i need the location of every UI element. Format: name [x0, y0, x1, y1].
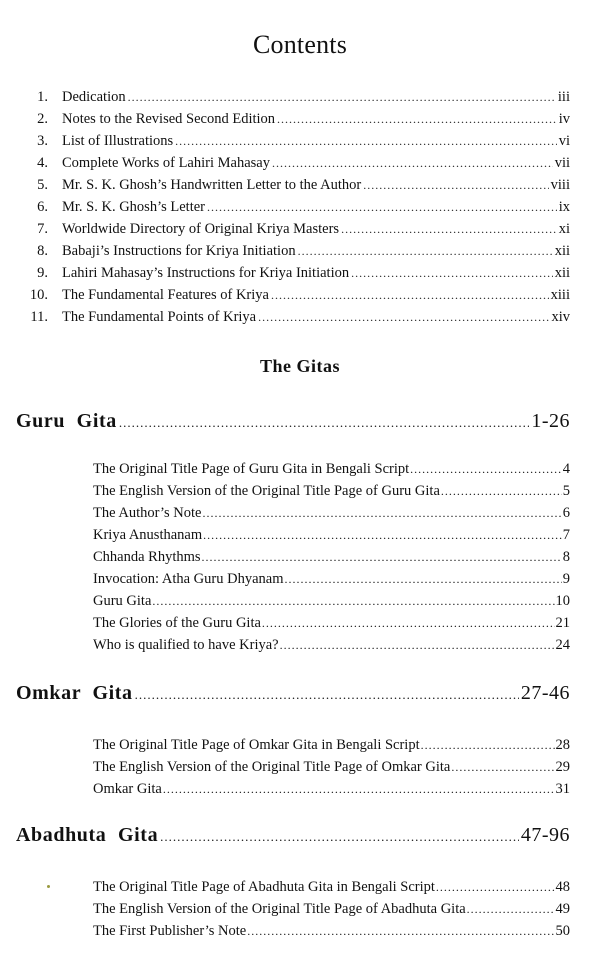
entry-page: 28 [555, 737, 570, 753]
entry-page: 10 [555, 593, 570, 609]
toc-subentry[interactable] [93, 458, 570, 480]
dot-leader [277, 108, 557, 130]
entry-page: 50 [555, 923, 570, 939]
part-page-range: 27-46 [520, 682, 570, 704]
part-heading-omkar-gita[interactable] [16, 682, 570, 705]
dot-leader [247, 920, 554, 942]
dot-leader [207, 196, 557, 218]
page-title: Contents [252, 30, 348, 59]
section-heading: The Gitas [259, 356, 340, 376]
entry-title: Invocation: Atha Guru Dhyanam [93, 571, 284, 587]
toc-row[interactable] [0, 130, 600, 152]
dot-leader [363, 174, 548, 196]
entry-number: 2. [37, 111, 48, 127]
entry-title: Complete Works of Lahiri Mahasay [62, 155, 270, 171]
toc-row[interactable] [0, 284, 600, 306]
toc-row[interactable] [0, 108, 600, 130]
dot-leader [341, 218, 557, 240]
entry-title: Who is qualified to have Kriya? [93, 637, 279, 653]
entry-page: 6 [562, 505, 570, 521]
entry-page: 9 [562, 571, 570, 587]
entry-title: Lahiri Mahasay’s Instructions for Kriya Initiation [62, 265, 350, 281]
entry-title: Chhanda Rhythms [93, 549, 201, 565]
toc-subentry[interactable] [93, 502, 570, 524]
part-page-range: 1-26 [531, 410, 570, 432]
dot-leader [351, 262, 553, 284]
entry-number: 3. [37, 133, 48, 149]
part-page-range: 47-96 [520, 824, 570, 846]
dot-leader [202, 546, 562, 568]
entry-number: 11. [30, 309, 48, 325]
toc-subentry[interactable] [93, 778, 570, 800]
entry-page: vi [558, 133, 570, 149]
print-speck [47, 885, 50, 888]
dot-leader [467, 898, 555, 920]
part-title: Abadhuta Gita [16, 824, 159, 846]
entry-page: iv [558, 111, 570, 127]
toc-row[interactable] [0, 218, 600, 240]
entry-title: List of Illustrations [62, 133, 174, 149]
front-matter-list [0, 86, 600, 328]
entry-number: 9. [37, 265, 48, 281]
toc-subentry[interactable] [93, 480, 570, 502]
omkar-gita-entries [93, 734, 570, 800]
toc-row[interactable] [0, 152, 600, 174]
entry-title: The Fundamental Points of Kriya [62, 309, 257, 325]
dot-leader [271, 284, 549, 306]
dot-leader [441, 480, 562, 502]
guru-gita-entries [93, 458, 570, 656]
dot-leader [421, 734, 555, 756]
dot-leader [436, 876, 555, 898]
dot-leader [152, 590, 554, 612]
entry-page: viii [550, 177, 570, 193]
dot-leader [135, 687, 519, 703]
part-title: Omkar Gita [16, 682, 133, 704]
entry-title: Worldwide Directory of Original Kriya Masters [62, 221, 340, 237]
entry-number: 5. [37, 177, 48, 193]
dot-leader [262, 612, 555, 634]
toc-subentry[interactable] [93, 876, 570, 898]
entry-number: 8. [37, 243, 48, 259]
entry-page: 5 [562, 483, 570, 499]
dot-leader [202, 502, 561, 524]
entry-title: The First Publisher’s Note [93, 923, 247, 939]
entry-page: 24 [555, 637, 570, 653]
entry-title: The English Version of the Original Title Page of Abadhuta Gita [93, 901, 466, 917]
toc-subentry[interactable] [93, 590, 570, 612]
toc-row[interactable] [0, 86, 600, 108]
entry-title: Guru Gita [93, 593, 152, 609]
toc-row[interactable] [0, 196, 600, 218]
entry-title: Mr. S. K. Ghosh’s Letter [62, 199, 205, 215]
entry-page: 7 [562, 527, 570, 543]
dot-leader [258, 306, 549, 328]
entry-number: 10. [29, 287, 48, 303]
entry-page: 21 [555, 615, 570, 631]
toc-row[interactable] [0, 306, 600, 328]
toc-subentry[interactable] [93, 734, 570, 756]
entry-page: xiii [550, 287, 570, 303]
dot-leader [160, 829, 519, 845]
entry-number: 1. [37, 89, 48, 105]
part-title: Guru Gita [16, 410, 117, 432]
entry-page: 48 [555, 879, 570, 895]
dot-leader [451, 756, 554, 778]
entry-title: Kriya Anusthanam [93, 527, 203, 543]
entry-number: 4. [37, 155, 48, 171]
entry-title: Omkar Gita [93, 781, 162, 797]
entry-page: vii [554, 155, 570, 171]
entry-page: ix [558, 199, 570, 215]
entry-title: The Original Title Page of Guru Gita in Bengali Script [93, 461, 410, 477]
toc-subentry[interactable] [93, 898, 570, 920]
entry-page: xii [554, 265, 570, 281]
toc-subentry[interactable] [93, 524, 570, 546]
entry-title: The Original Title Page of Omkar Gita in Bengali Script [93, 737, 420, 753]
toc-subentry[interactable] [93, 756, 570, 778]
entry-title: The English Version of the Original Title Page of Guru Gita [93, 483, 440, 499]
toc-subentry[interactable] [93, 612, 570, 634]
entry-title: The English Version of the Original Title Page of Omkar Gita [93, 759, 451, 775]
entry-title: The Fundamental Features of Kriya [62, 287, 269, 303]
entry-page: 4 [562, 461, 570, 477]
abadhuta-gita-entries [93, 876, 570, 942]
dot-leader [298, 240, 553, 262]
toc-row[interactable] [0, 174, 600, 196]
entry-title: Dedication [62, 89, 126, 105]
dot-leader [119, 415, 529, 431]
entry-title: The Glories of the Guru Gita [93, 615, 261, 631]
toc-subentry[interactable] [93, 634, 570, 656]
dot-leader [163, 778, 555, 800]
part-heading-guru-gita[interactable] [16, 410, 570, 433]
entry-title: Notes to the Revised Second Edition [62, 111, 276, 127]
entry-page: 49 [555, 901, 570, 917]
toc-row[interactable] [0, 240, 600, 262]
toc-subentry[interactable] [93, 568, 570, 590]
entry-page: 31 [555, 781, 570, 797]
entry-page: xi [558, 221, 570, 237]
entry-title: The Original Title Page of Abadhuta Gita in Bengali Script [93, 879, 435, 895]
entry-page: xiv [551, 309, 570, 325]
entry-page: 8 [562, 549, 570, 565]
dot-leader [410, 458, 562, 480]
toc-row[interactable] [0, 262, 600, 284]
entry-title: Babaji’s Instructions for Kriya Initiation [62, 243, 296, 259]
entry-page: xii [554, 243, 570, 259]
dot-leader [272, 152, 553, 174]
toc-subentry[interactable] [93, 920, 570, 942]
dot-leader [284, 568, 561, 590]
entry-title: The Author’s Note [93, 505, 202, 521]
dot-leader [280, 634, 555, 656]
entry-page: iii [557, 89, 570, 105]
entry-number: 7. [37, 221, 48, 237]
part-heading-abadhuta-gita[interactable] [16, 824, 570, 847]
entry-page: 29 [555, 759, 570, 775]
entry-title: Mr. S. K. Ghosh’s Handwritten Letter to the Author [62, 177, 362, 193]
dot-leader [175, 130, 557, 152]
dot-leader [203, 524, 562, 546]
entry-number: 6. [37, 199, 48, 215]
dot-leader [128, 86, 556, 108]
toc-subentry[interactable] [93, 546, 570, 568]
